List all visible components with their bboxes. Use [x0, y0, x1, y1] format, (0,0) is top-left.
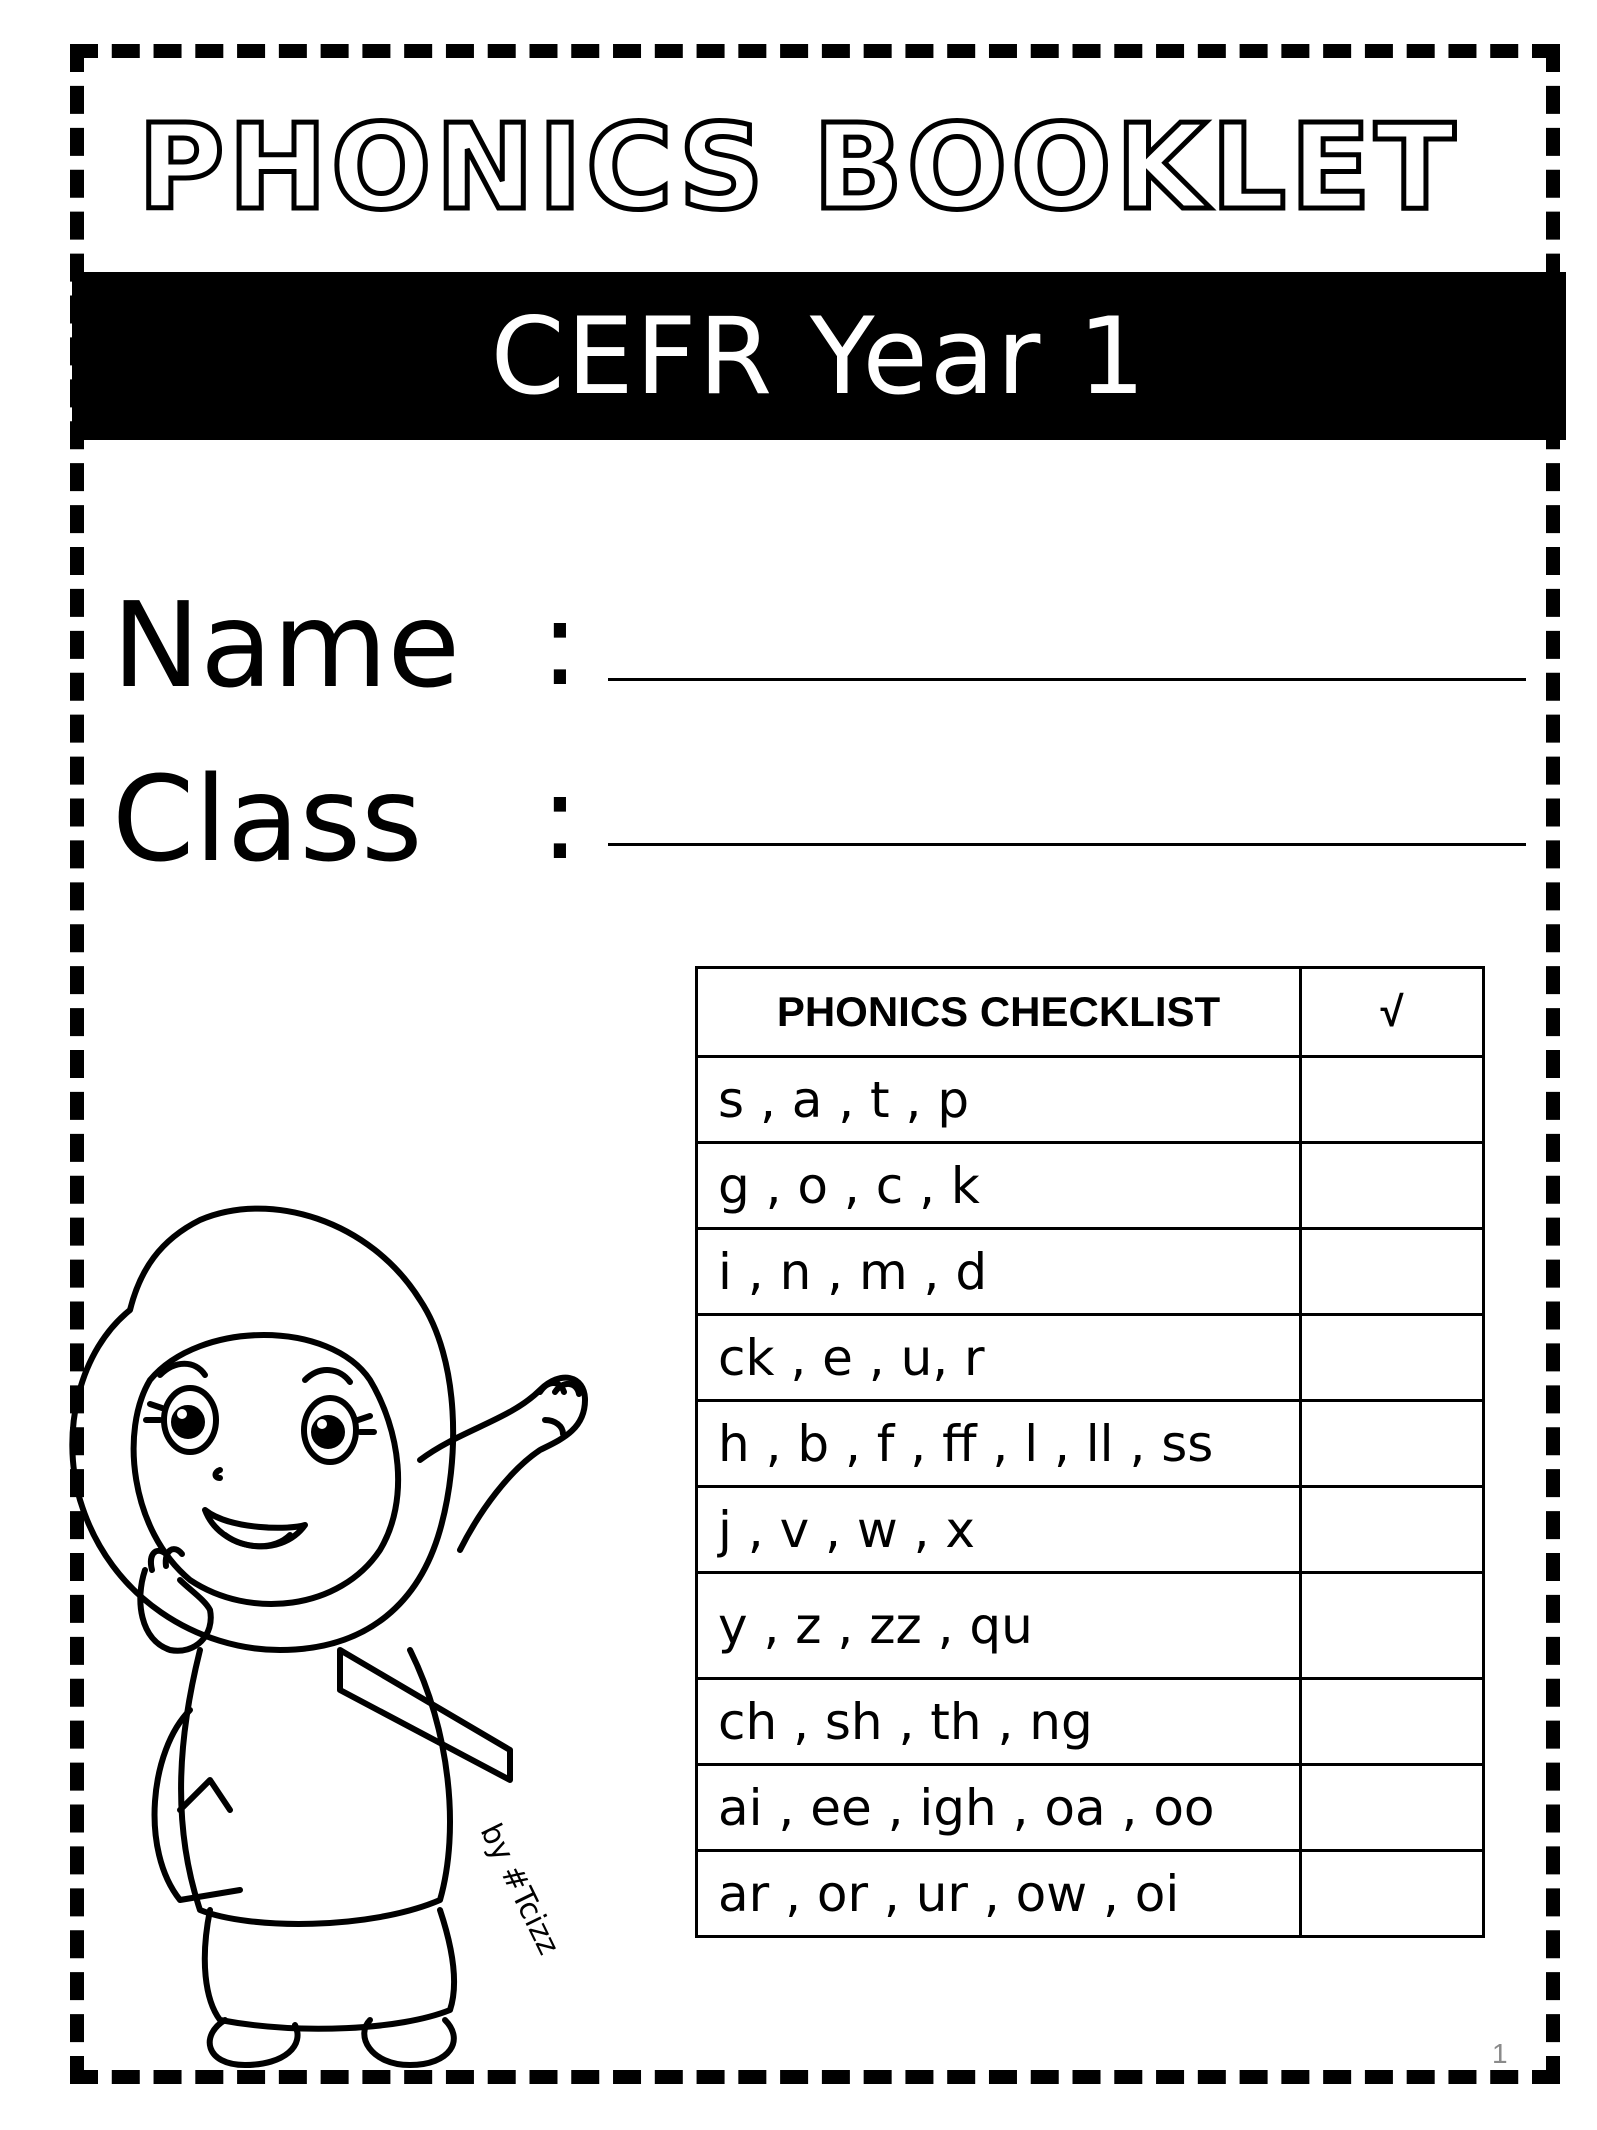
checklist-header-row	[697, 968, 1484, 1057]
tick-box[interactable]	[1301, 1487, 1484, 1573]
checklist-sounds: h , b , f , ff , l , ll , ss	[697, 1401, 1301, 1487]
phonics-checklist-table	[695, 966, 1485, 1938]
tick-column-header: √	[1301, 968, 1484, 1057]
checklist-row	[697, 1315, 1484, 1401]
girl-hijab-illustration	[40, 1130, 660, 2090]
checklist-sounds: ck , e , u, r	[697, 1315, 1301, 1401]
checklist-row	[697, 1851, 1484, 1937]
checklist-sounds: ar , or , ur , ow , oi	[697, 1851, 1301, 1937]
checklist-row	[697, 1487, 1484, 1573]
checklist-sounds: g , o , c , k	[697, 1143, 1301, 1229]
tick-box[interactable]	[1301, 1315, 1484, 1401]
class-colon: :	[540, 748, 580, 886]
checklist-row	[697, 1679, 1484, 1765]
page-number: 1	[1492, 2038, 1508, 2069]
class-label: Class	[112, 750, 423, 888]
checklist-row	[697, 1143, 1484, 1229]
checklist-row	[697, 1229, 1484, 1315]
booklet-title: PHONICS BOOKLET	[137, 98, 1460, 236]
skirt-outline	[205, 1910, 454, 2029]
raised-arm	[420, 1378, 585, 1550]
tick-box[interactable]	[1301, 1229, 1484, 1315]
checklist-row	[697, 1765, 1484, 1851]
checklist-header: PHONICS CHECKLIST	[697, 968, 1301, 1057]
class-field-line[interactable]	[608, 843, 1526, 846]
year-banner-text: CEFR Year 1	[490, 294, 1148, 418]
name-label: Name	[112, 576, 461, 714]
checklist-sounds: y , z , zz , qu	[697, 1573, 1301, 1679]
checklist-sounds: ch , sh , th , ng	[697, 1679, 1301, 1765]
checklist-row	[697, 1057, 1484, 1143]
tick-box[interactable]	[1301, 1143, 1484, 1229]
tick-box[interactable]	[1301, 1679, 1484, 1765]
tick-box[interactable]	[1301, 1851, 1484, 1937]
checklist-sounds: s , a , t , p	[697, 1057, 1301, 1143]
checklist-sounds: j , v , w , x	[697, 1487, 1301, 1573]
year-banner	[72, 272, 1566, 440]
tick-box[interactable]	[1301, 1401, 1484, 1487]
checklist-sounds: ai , ee , igh , oa , oo	[697, 1765, 1301, 1851]
name-field-line[interactable]	[608, 678, 1526, 681]
tick-box[interactable]	[1301, 1765, 1484, 1851]
checklist-sounds: i , n , m , d	[697, 1229, 1301, 1315]
name-colon: :	[540, 574, 580, 712]
face-outline	[134, 1335, 398, 1604]
tick-box[interactable]	[1301, 1573, 1484, 1679]
checklist-row	[697, 1573, 1484, 1679]
tick-box[interactable]	[1301, 1057, 1484, 1143]
hijab-outline	[72, 1209, 453, 1650]
checklist-row	[697, 1401, 1484, 1487]
illustration-credit: by #Tcizz	[472, 1818, 567, 1961]
